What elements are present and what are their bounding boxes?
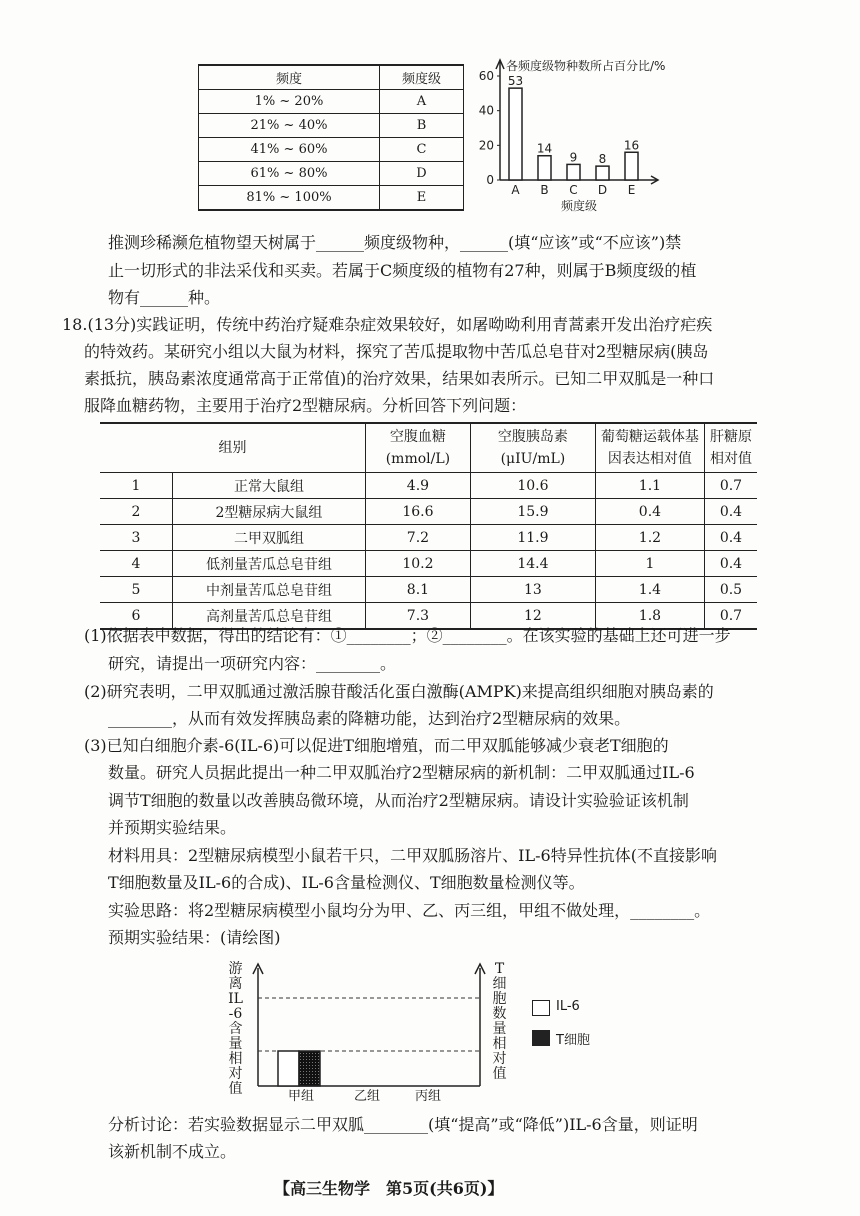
- legend-swatch-t-cell: [532, 1030, 550, 1046]
- group-label-a: 甲组: [288, 1089, 315, 1104]
- table-cell: 1: [100, 473, 173, 499]
- expected-result-prompt: 预期实验结果：(请绘图): [108, 928, 281, 947]
- table-row: [100, 577, 757, 603]
- table-cell: 15.9: [470, 499, 595, 525]
- table-cell: B: [379, 114, 463, 138]
- table-cell: 4.9: [365, 473, 470, 499]
- table-row: [100, 499, 757, 525]
- table-cell: 13: [470, 577, 595, 603]
- bar-d: [596, 166, 609, 180]
- header-cell-group: 组别: [100, 423, 365, 473]
- group-label-b: 乙组: [354, 1089, 381, 1104]
- table-cell: C: [379, 138, 463, 162]
- q18-intro-line-2: 的特效药。某研究小组以大鼠为材料，探究了苦瓜提取物中苦瓜总皂苷对2型糖尿病(胰岛: [84, 342, 709, 361]
- table-header-row: [100, 423, 757, 473]
- table-row: [199, 186, 464, 211]
- x-tick-label: D: [597, 183, 608, 197]
- table-cell: 3: [100, 525, 173, 551]
- header-cell: [595, 423, 704, 473]
- table-cell: 1: [595, 551, 704, 577]
- x-tick-label: E: [627, 183, 636, 197]
- data-label: 53: [507, 74, 524, 89]
- table-cell: 0.4: [704, 551, 757, 577]
- table-cell: 1.8: [595, 603, 704, 630]
- il6-bar-group-a: [278, 1051, 299, 1086]
- table-row: [100, 525, 757, 551]
- legend-swatch-il6: [532, 1000, 550, 1016]
- table-cell: 1.1: [595, 473, 704, 499]
- table-cell: 低剂量苦瓜总皂苷组: [173, 551, 366, 577]
- question-3-line-2: 数量。研究人员据此提出一种二甲双胍治疗2型糖尿病的新机制：二甲双胍通过IL-6: [108, 763, 695, 782]
- question-1-line-2: 研究，请提出一项研究内容：________。: [108, 654, 397, 673]
- table-cell: 11.9: [470, 525, 595, 551]
- header-line: (μIU/mL): [500, 451, 566, 467]
- result-chart-frame: [248, 962, 498, 1102]
- q18-intro-line-4: 服降血糖药物，主要用于治疗2型糖尿病。分析回答下列问题：: [84, 396, 527, 415]
- x-axis-label: 频度级: [560, 199, 598, 213]
- frequency-table: [198, 64, 464, 211]
- table-cell: 21% ~ 40%: [199, 114, 380, 138]
- table-cell: 4: [100, 551, 173, 577]
- bar-a: [509, 88, 522, 180]
- table-cell: 8.1: [365, 577, 470, 603]
- question-1-line-1: (1)依据表中数据，得出的结论有：①________；②________。在该实验的基础上还可进一步: [84, 626, 731, 645]
- table-cell: 中剂量苦瓜总皂苷组: [173, 577, 366, 603]
- table-cell: 0.4: [595, 499, 704, 525]
- question-3-line-4: 并预期实验结果。: [108, 818, 237, 837]
- chart-title: 各频度级物种数所占百分比/%: [506, 59, 666, 73]
- bar-c: [567, 164, 580, 180]
- table-cell: 10.2: [365, 551, 470, 577]
- header-line: 相对值: [709, 451, 752, 467]
- y-tick-label: 60: [478, 69, 494, 83]
- question-2-line-1: (2)研究表明，二甲双胍通过激活腺苷酸活化蛋白激酶(AMPK)来提高组织细胞对胰岛素的: [84, 682, 714, 701]
- question-3-line-1: (3)已知白细胞介素-6(IL-6)可以促进T细胞增殖，而二甲双胍能够减少衰老T细胞的: [84, 736, 669, 755]
- table-cell: 61% ~ 80%: [199, 162, 380, 186]
- legend-label-il6: IL-6: [556, 999, 580, 1014]
- materials-line-2: T细胞数量及IL-6的合成)、IL-6含量检测仪、T细胞数量检测仪等。: [108, 873, 585, 892]
- q18-intro-line-3: 素抵抗，胰岛素浓度通常高于正常值)的治疗效果，结果如表所示。已知二甲双胍是一种口: [84, 369, 715, 388]
- table-cell: 81% ~ 100%: [199, 186, 380, 211]
- table-cell: 2型糖尿病大鼠组: [173, 499, 366, 525]
- header-line: 空腹血糖: [389, 429, 446, 445]
- left-axis-label: 游离IL-6含量相对值: [228, 961, 243, 1097]
- t-cell-bar-group-a: [299, 1051, 320, 1086]
- table-cell: 7.2: [365, 525, 470, 551]
- data-label: 9: [569, 150, 578, 165]
- experiment-idea: 实验思路：将2型糖尿病模型小鼠均分为甲、乙、丙三组，甲组不做处理，________。: [108, 901, 711, 920]
- table-cell: 41% ~ 60%: [199, 138, 380, 162]
- data-label: 16: [623, 138, 640, 153]
- table-cell: A: [379, 90, 463, 114]
- table-cell: 1.2: [595, 525, 704, 551]
- q17-line-3: 物有______种。: [108, 288, 221, 307]
- table-cell: 高剂量苦瓜总皂苷组: [173, 603, 366, 630]
- table-cell: 二甲双胍组: [173, 525, 366, 551]
- header-line: 因表达相对值: [607, 451, 692, 467]
- header-line: 肝糖原: [709, 429, 752, 445]
- materials-line-1: 材料用具：2型糖尿病模型小鼠若干只，二甲双胍肠溶片、IL-6特异性抗体(不直接影响: [108, 846, 717, 865]
- header-cell: 频度: [199, 65, 380, 90]
- table-cell: D: [379, 162, 463, 186]
- legend-label-t-cell: T细胞: [556, 1033, 590, 1048]
- bar-b: [538, 156, 551, 180]
- table-cell: 14.4: [470, 551, 595, 577]
- header-cell: 频度级: [379, 65, 463, 90]
- table-cell: 2: [100, 499, 173, 525]
- table-cell: 0.4: [704, 525, 757, 551]
- table-cell: 16.6: [365, 499, 470, 525]
- question-2-line-2: ________，从而有效发挥胰岛素的降糖功能，达到治疗2型糖尿病的效果。: [108, 709, 631, 728]
- table-cell: 6: [100, 603, 173, 630]
- table-cell: 1% ~ 20%: [199, 90, 380, 114]
- discussion-line-1: 分析讨论：若实验数据显示二甲双胍________(填“提高”或“降低”)IL-6含量，则证明: [108, 1115, 698, 1134]
- q17-line-2: 止一切形式的非法采伐和买卖。若属于C频度级的植物有27种，则属于B频度级的植: [108, 261, 697, 280]
- header-line: 葡萄糖运载体基: [600, 429, 699, 445]
- table-row: [100, 473, 757, 499]
- table-cell: 10.6: [470, 473, 595, 499]
- table-cell: 0.4: [704, 499, 757, 525]
- table-row: [199, 114, 464, 138]
- table-cell: 正常大鼠组: [173, 473, 366, 499]
- y-tick-label: 40: [478, 103, 494, 118]
- x-tick-label: A: [511, 183, 520, 197]
- table-cell: 7.3: [365, 603, 470, 630]
- bar-e: [625, 152, 638, 180]
- header-cell: [704, 423, 757, 473]
- question-3-line-3: 调节T细胞的数量以改善胰岛微环境，从而治疗2型糖尿病。请设计实验验证该机制: [108, 791, 689, 810]
- table-cell: 5: [100, 577, 173, 603]
- table-cell: E: [379, 186, 463, 211]
- data-label: 14: [536, 141, 553, 156]
- header-line: 空腹胰岛素: [497, 429, 568, 445]
- q18-intro-line-1: 18.(13分)实践证明，传统中药治疗疑难杂症效果较好，如屠呦呦利用青蒿素开发出治疗疟疾: [62, 315, 713, 334]
- frequency-bar-chart: [470, 52, 670, 218]
- header-cell: [365, 423, 470, 473]
- table-cell: 0.5: [704, 577, 757, 603]
- x-tick-label: C: [569, 183, 578, 197]
- y-tick-label: 0: [486, 173, 494, 187]
- header-cell: [470, 423, 595, 473]
- right-axis-label: T细胞数量相对值: [492, 961, 507, 1082]
- header-line: (mmol/L): [385, 451, 451, 467]
- table-cell: 0.7: [704, 473, 757, 499]
- table-cell: 0.7: [704, 603, 757, 630]
- table-cell: 12: [470, 603, 595, 630]
- page-footer: 【高三生物学 第5页(共6页)】: [274, 1179, 504, 1198]
- table-row: [100, 551, 757, 577]
- q17-line-1: 推测珍稀濒危植物望天树属于______频度级物种，______(填“应该”或“不应该”)禁: [108, 233, 682, 252]
- group-label-c: 丙组: [415, 1089, 442, 1104]
- table-cell: 1.4: [595, 577, 704, 603]
- table-header-row: [199, 65, 464, 90]
- discussion-line-2: 该新机制不成立。: [108, 1142, 237, 1161]
- table-row: [199, 138, 464, 162]
- x-tick-label: B: [540, 183, 549, 197]
- table-row: [199, 162, 464, 186]
- experiment-data-table: [100, 422, 757, 630]
- data-label: 8: [598, 152, 607, 167]
- y-tick-label: 20: [478, 138, 494, 153]
- table-row: [199, 90, 464, 114]
